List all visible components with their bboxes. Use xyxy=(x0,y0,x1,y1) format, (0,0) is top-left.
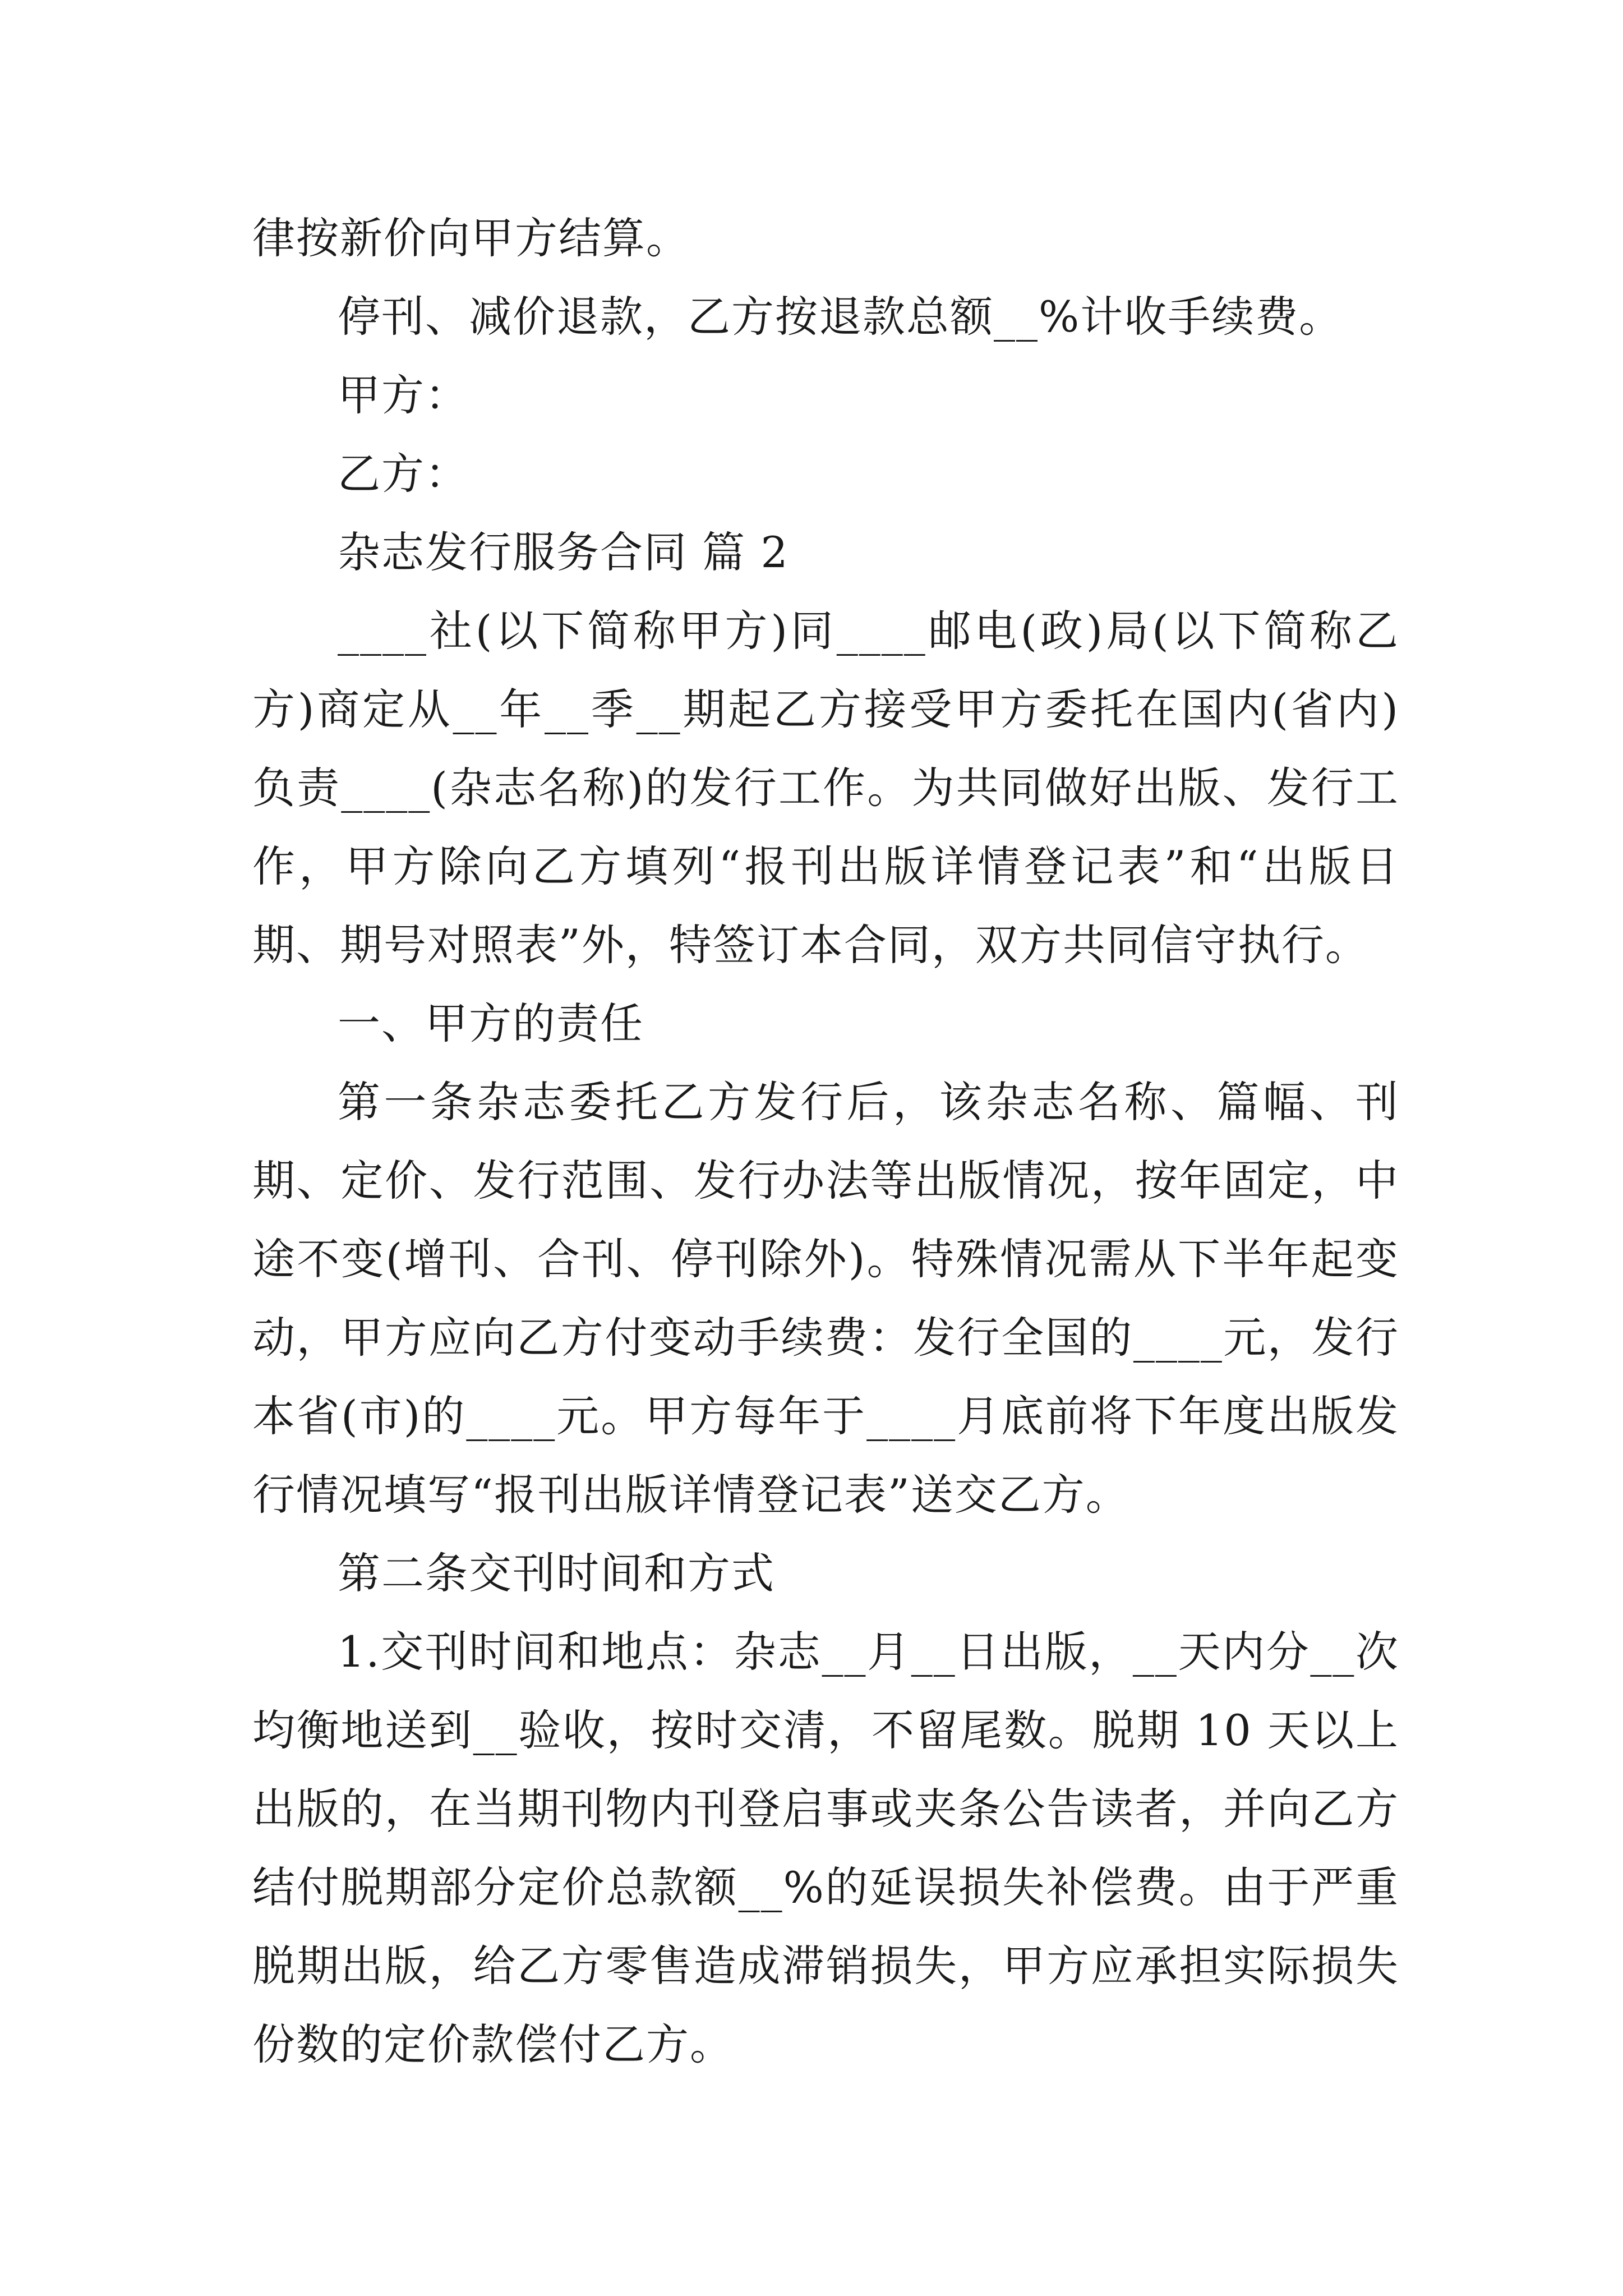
article-two-item-one: 1.交刊时间和地点：杂志__月__日出版，__天内分__次均衡地送到__验收，按时交清，不留尾数。脱期 10 天以上出版的，在当期刊物内刊登启事或夹条公告读者，并向乙方结付脱期部分定价总款额__%的延误损失补偿费。由于严重脱期出版，给乙方零售造成滞销损失，甲方应承担实际损失份数的定价款偿付乙方。 xyxy=(252,1627,1399,2069)
article-one-paragraph: 第一条杂志委托乙方发行后，该杂志名称、篇幅、刊期、定价、发行范围、发行办法等出版情况，按年固定，中途不变(增刊、合刊、停刊除外)。特殊情况需从下半年起变动，甲方应向乙方付变动手续费：发行全国的____元，发行本省(市)的____元。甲方每年于____月底前将下年度出版发行情况填写“报刊出版详情登记表”送交乙方。 xyxy=(252,1077,1399,1520)
article-two-heading: 第二条交刊时间和方式 xyxy=(338,1548,775,1598)
refund-fee-line: 停刊、减价退款，乙方按退款总额__%计收手续费。 xyxy=(338,292,1343,342)
contract-title: 杂志发行服务合同 篇 2 xyxy=(338,527,789,577)
party-a-label: 甲方： xyxy=(338,370,469,420)
party-b-label: 乙方： xyxy=(338,449,469,499)
section-heading-party-a: 一、甲方的责任 xyxy=(338,999,644,1048)
continuation-line: 律按新价向甲方结算。 xyxy=(252,213,690,263)
preamble-paragraph: ____社(以下简称甲方)同____邮电(政)局(以下简称乙方)商定从__年__季__期起乙方接受甲方委托在国内(省内)负责____(杂志名称)的发行工作。为共同做好出版、发行工作，甲方除向乙方填列“报刊出版详情登记表”和“出版日期、期号对照表”外，特签订本合同，双方共同信守执行。 xyxy=(252,606,1399,970)
contract-body xyxy=(252,199,1399,2084)
